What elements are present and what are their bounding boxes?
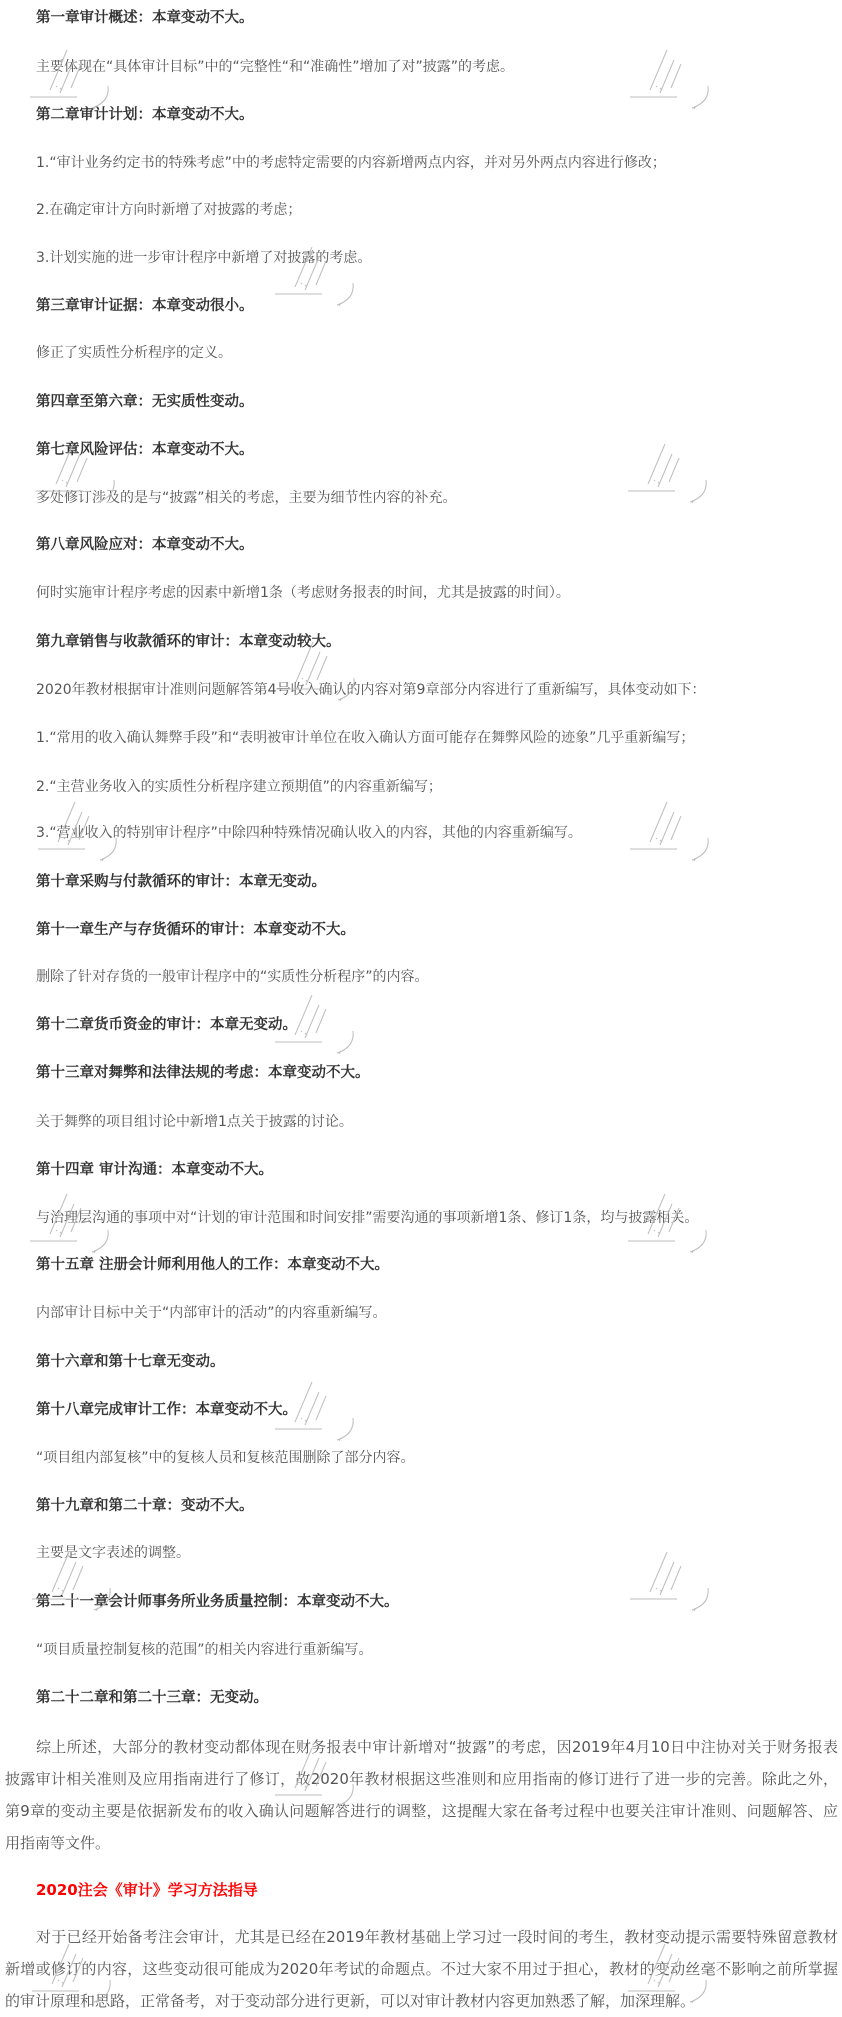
chapter-2-line-1: 1.“审计业务约定书的特殊考虑”中的考虑特定需要的内容新增两点内容，并对另外两点内容进行修改； — [36, 155, 666, 171]
chapter-19-20-heading: 第十九章和第二十章：变动不大。 — [36, 1498, 254, 1514]
chapter-9-line-3: 2.“主营业务收入的实质性分析程序建立预期值”的内容重新编写； — [36, 779, 442, 795]
chapter-9-heading: 第九章销售与收款循环的审计：本章变动较大。 — [36, 634, 341, 650]
chapter-7-heading: 第七章风险评估：本章变动不大。 — [36, 442, 254, 458]
chapter-3-heading: 第三章审计证据：本章变动很小。 — [36, 298, 254, 314]
chapter-11-line-1: 删除了针对存货的一般审计程序中的“实质性分析程序”的内容。 — [36, 969, 429, 985]
chapter-8-heading: 第八章风险应对：本章变动不大。 — [36, 537, 254, 553]
watermark-logo-icon — [630, 800, 715, 862]
chapter-13-line-1: 关于舞弊的项目组讨论中新增1点关于披露的讨论。 — [36, 1114, 353, 1130]
summary-paragraph: 综上所述，大部分的教材变动都体现在财务报表中审计新增对“披露”的考虑，因2019年4月10日中注协对关于财务报表披露审计相关准则及应用指南进行了修订，故2020年教材根据这些准则和应用指南的修订进行了进一步的完善。除此之外，第9章的变动主要是依据新发布的收入确认问题解答进行的调整，这提醒大家在备考过程中也要关注审计准则、问题解答、应用指南等文件。 — [5, 1738, 838, 1852]
guide-title: 2020注会《审计》学习方法指导 — [36, 1881, 258, 1899]
chapter-7-line-1: 多处修订涉及的是与“披露”相关的考虑，主要为细节性内容的补充。 — [36, 490, 457, 506]
chapter-1-heading: 第一章审计概述：本章变动不大。 — [36, 10, 254, 26]
chapter-19-20-line-1: 主要是文字表述的调整。 — [36, 1545, 190, 1561]
chapter-13-heading: 第十三章对舞弊和法律法规的考虑：本章变动不大。 — [36, 1065, 370, 1081]
chapter-15-line-1: 内部审计目标中关于“内部审计的活动”的内容重新编写。 — [36, 1305, 387, 1321]
chapter-9-line-4: 3.“营业收入的特别审计程序”中除四种特殊情况确认收入的内容，其他的内容重新编写。 — [36, 825, 582, 841]
chapter-9-line-1: 2020年教材根据审计准则问题解答第4号收入确认的内容对第9章部分内容进行了重新编写，具体变动如下： — [36, 682, 706, 698]
chapter-2-line-3: 3.计划实施的进一步审计程序中新增了对披露的考虑。 — [36, 250, 372, 266]
chapter-3-line-1: 修正了实质性分析程序的定义。 — [36, 345, 232, 361]
chapter-15-heading: 第十五章 注册会计师利用他人的工作：本章变动不大。 — [36, 1257, 390, 1273]
chapter-21-heading: 第二十一章会计师事务所业务质量控制：本章变动不大。 — [36, 1594, 399, 1610]
watermark-logo-icon — [630, 1550, 715, 1612]
chapter-4-6-heading: 第四章至第六章：无实质性变动。 — [36, 394, 254, 410]
chapter-10-heading: 第十章采购与付款循环的审计：本章无变动。 — [36, 874, 326, 890]
watermark-logo-icon — [628, 442, 713, 504]
chapter-8-line-1: 何时实施审计程序考虑的因素中新增1条（考虑财务报表的时间，尤其是披露的时间）。 — [36, 585, 570, 601]
chapter-12-heading: 第十二章货币资金的审计：本章无变动。 — [36, 1017, 297, 1033]
chapter-11-heading: 第十一章生产与存货循环的审计：本章变动不大。 — [36, 922, 355, 938]
chapter-18-heading: 第十八章完成审计工作：本章变动不大。 — [36, 1402, 297, 1418]
guide-paragraph: 对于已经开始备考注会审计，尤其是已经在2019年教材基础上学习过一段时间的考生，教材变动提示需要特殊留意教材新增或修订的内容，这些变动很可能成为2020年考试的命题点。不过大家不用过于担心，教材的变动丝毫不影响之前所掌握的审计原理和思路，正常备考，对于变动部分进行更新，可以对审计教材内容更加熟悉了解，加深理解。 — [5, 1928, 838, 2010]
chapter-14-heading: 第十四章 审计沟通：本章变动不大。 — [36, 1162, 274, 1178]
chapter-9-line-2: 1.“常用的收入确认舞弊手段”和“表明被审计单位在收入确认方面可能存在舞弊风险的迹象”几乎重新编写； — [36, 730, 695, 746]
chapter-1-line-1: 主要体现在“具体审计目标”中的“完整性“和“准确性”增加了对”披露”的考虑。 — [36, 59, 515, 75]
chapter-18-line-1: “项目组内部复核”中的复核人员和复核范围删除了部分内容。 — [36, 1450, 415, 1466]
chapter-2-line-2: 2.在确定审计方向时新增了对披露的考虑； — [36, 202, 302, 218]
chapter-22-23-heading: 第二十二章和第二十三章：无变动。 — [36, 1690, 268, 1706]
chapter-16-17-heading: 第十六章和第十七章无变动。 — [36, 1354, 225, 1370]
chapter-21-line-1: “项目质量控制复核的范围”的相关内容进行重新编写。 — [36, 1642, 373, 1658]
chapter-2-heading: 第二章审计计划：本章变动不大。 — [36, 107, 254, 123]
watermark-logo-icon — [630, 48, 715, 110]
chapter-14-line-1: 与治理层沟通的事项中对“计划的审计范围和时间安排”需要沟通的事项新增1条、修订1条，均与披露相关。 — [36, 1210, 699, 1226]
